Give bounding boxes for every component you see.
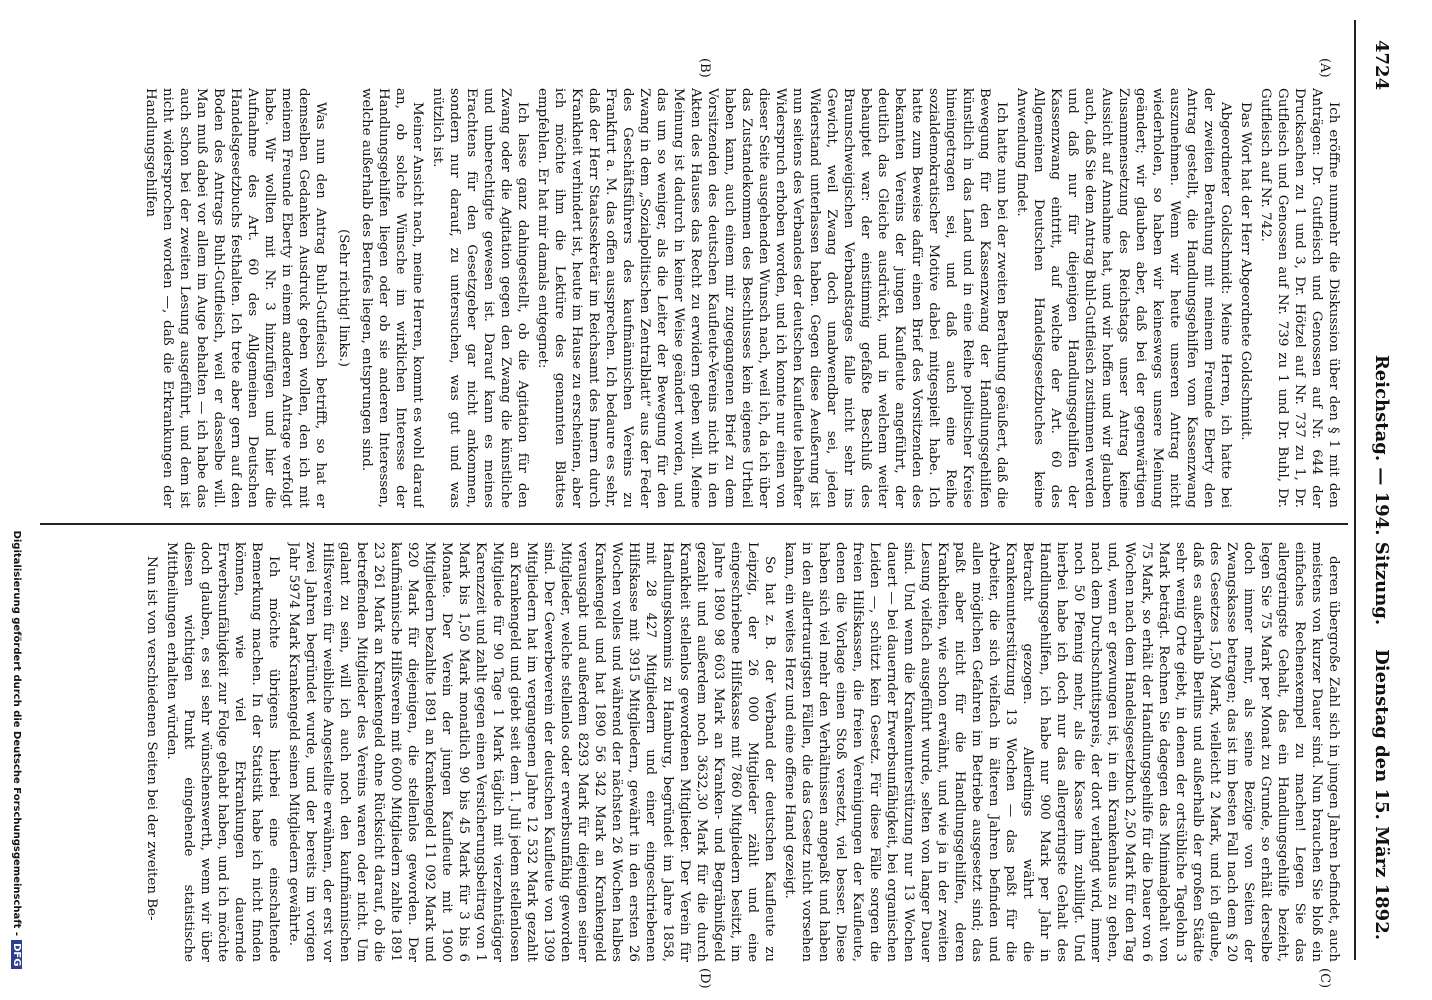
dfg-logo: DFG — [11, 940, 22, 969]
page-header — [1362, 40, 1402, 940]
margin-marker-d: (D) — [697, 968, 712, 989]
paragraph: Abgeordneter Goldschmidt: Meine Herren, ich hatte bei der zweiten Berathung mit meinem Freunde Eberty den Antrag gestellt, die Handlungsgehilfen vom Kassenzwang auszunehmen. Wenn wir heute unseren Antrag nicht wiederholen, so haben wir keineswegs unsere Meinung geändert; wir glauben aber, daß bei der gegenwärtigen Zusammensetzung des Reichstags unser Antrag keine Aussicht auf Annahme hat, und wir hoffen und wir glauben auch, daß Sie dem Antrag Buhl-Gutfleisch zustimmen werden und daß nur für diejenigen Handlungsgehilfen der Kassenzwang eintritt, auf welche der Art. 60 des Allgemeinen Deutschen Handelsgesetzbuches keine Anwendung findet. — [1014, 88, 1233, 508]
paragraph: So hat z. B. der Verband der deutschen Kaufleute zu Leipzig, der 26 000 Mitglieder zählt und eine eingeschriebene Hilfskasse mit 7860 Mitgliedern besitzt, im Jahre 1890 98 603 Mark an Kranken- und Begräbnißgeld gezahlt und außerdem noch 3632,30 Mark für die durch Krankheit stellenlos gewordenen Mitglieder. Der Verein für Handlungskommis zu Hamburg, begründet im Jahre 1858, mit 28 427 Mitgliedern und einer eingeschriebenen Hilfskasse mit 3915 Mitgliedern, gewährt in den ersten 26 Wochen volles und während der nächsten 26 Wochen halbes Krankengeld und hat 1890 56 342 Mark an Krankengeld verausgabt und außerdem 8293 Mark für diejenigen seiner Mitglieder, welche stellenlos oder erwerbsunfähig geworden sind. Der Gewerbeverein der deutschen Kaufleute von 1309 Mitgliedern hat im vergangenen Jahre 12 532 Mark gezahlt an Krankengeld und giebt seit dem 1. Juli jedem stellenlosen Mitgliede für 90 Tage 1 Mark täglich mit vierzehntägiger Karenzzeit und zahlt gegen einen Versicherungsbeitrag von 1 Mark bis 1,50 Mark monatlich 90 bis 45 Mark für 3 bis 6 Monate. Der Verein der jungen Kaufleute mit 1900 Mitgliedern bezahlte 1891 an Krankengeld 11 092 Mark und 920 Mark für diejenigen, die stellenlos geworden. Der kaufmännische Hilfsverein mit 6000 Mitgliedern zahlte 1891 23 261 Mark an Krankengeld ohne Rücksicht darauf, ob die betreffenden Mitglieder des Vereins waren oder nicht. Um galant zu sein, will ich auch noch den kaufmännischen Hilfsverein für weibliche Angestellte erwähnen, der erst vor zwei Jahren begründet wurde, und der bereits im vorigen Jahr 5974 Mark Krankengeld seinen Mitgliedern gewährte. — [286, 542, 777, 962]
margin-marker-b: (B) — [697, 58, 712, 78]
paragraph: Ich eröffne nunmehr die Diskussion über den § 1 mit den Anträgen: Dr. Gutfleisch und Genossen auf Nr. 644 der Drucksachen zu 1 und 3, Dr. Hötzel auf Nr. 737 zu 1, Dr. Gutfleisch und Genossen auf Nr. 739 zu 1 und Dr. Buhl, Dr. Gutfleisch auf Nr. 742. — [1258, 88, 1341, 508]
margin-marker-a: (A) — [1317, 58, 1332, 78]
paragraph: Das Wort hat der Herr Abgeordnete Goldschmidt. — [1238, 102, 1253, 441]
digitization-credit — [11, 500, 22, 1000]
right-column — [40, 542, 1342, 962]
margin-marker-c: (C) — [1317, 968, 1332, 989]
credit-text: Digitalisierung gefördert durch die Deutsche Forschungsgemeinschaft - — [11, 530, 22, 937]
column-divider — [40, 523, 1348, 525]
paragraph: Ich lasse ganz dahingestellt, ob die Agitation für den Zwang oder die Agitation gegen den Zwang die künstliche und unberechtigte gewesen ist. Darauf kann es meines Erachtens für den Gesetzgeber gar nicht ankommen, sondern nur darauf, zu untersuchen, was gut und was nützlich ist. — [430, 88, 530, 508]
paragraph: Nun ist von verschiedenen Seiten bei der zweiten Be- — [144, 556, 159, 921]
header-rule — [1355, 20, 1357, 960]
session-title: Reichstag. — 194. Sitzung. — [1371, 354, 1392, 626]
paragraph: Was nun den Antrag Buhl-Gutfleisch betrifft, so hat er demselben Gedanken Ausdruck geben wollen, den ich mit meinem Freunde Eberty in einem anderen Antrage verfolgt habe. Wir wollten mit Nr. 3 hinzufügen und hier die Aufnahme des Art. 60 des Allgemeinen Deutschen Handelsgesetzbuchs festhalten. Ich trete aber gern auf den Boden des Antrags Buhl-Gutfleisch, weil er dasselbe will. Man muß dabei vor allem im Auge behalten — ich habe das auch schon bei der zweiten Lesung ausgeführt, und dem ist nicht widersprochen worden —, daß die Erkrankungen der Handlungsgehilfen — [143, 88, 328, 508]
session-date: Dienstag den 15. März 1892. — [1371, 649, 1392, 940]
paragraph: Meiner Ansicht nach, meine Herren, kommt es wohl darauf an, ob solche Wünsche im wirklichen Interesse der Handlungsgehilfen liegen oder ob sie anderen Interessen, welche außerhalb des Berufes liegen, entsprungen sind. — [359, 88, 425, 508]
paragraph: Ich hatte nun bei der zweiten Berathung geäußert, daß die Bewegung für den Kassenzwang der Handlungsgehilfen künstlich in das Land und in eine Reihe politischer Kreise hineingetragen sei, und daß auch eine Reihe sozialdemokratischer Motive dabei mitgespielt habe. Ich hatte zum Beweise dafür einen Brief des Vorsitzenden des bekannten Vereins der jungen Kaufleute angeführt, der deutlich das Gleiche ausdrückt, und in welchem weiter behauptet war: der einstimmig gefaßte Beschluß des Braunschweigischen Verbandstages falle nicht sehr ins Gewicht, weil Zwang doch unabwendbar sei, jeden Widerstand unterlassen haben. Gegen diese Aeußerung ist nun seitens des Verbandes der deutschen Kaufleute lebhafter Widerspruch erhoben worden, und ich konnte nur einen von dieser Seite ausgehenden Wunsch nach, weil ich, da ich über das Zustandekommen des Beschlusses kein eigenes Urtheil haben kann, auch einem mir zugegangenen Brief zu dem Vorsitzenden des deutschen Kaufleute-Vereins nicht in den Akten des Hauses das Recht zu erwidern geben will. Meine Meinung ist dadurch in keiner Weise geändert worden, und das um so weniger, als die Leiter der Bewegung für den Zwang in dem „Sozialpolitischen Zentralblatt“ aus der Feder des Geschäftsführers des kaufmännischen Vereins zu Frankfurt a. M. das offen aussprechen. Ich bedaure es sehr, daß der Herr Staatssekretär im Reichsamt des Innern durch Krankheit verhindert ist, heute im Hause zu erscheinen, aber ich möchte ihm die Lektüre des genannten Blattes empfehlen. Er hat mir damals entgegnet: — [535, 88, 1009, 508]
interjection: (Sehr richtig! links.) — [336, 229, 351, 367]
paragraph: Ich möchte übrigens hierbei eine einschaltende Bemerkung machen. In der Statistik habe ich nicht finden können, wie viel Erkrankungen dauernde Erwerbsunfähigkeit zur Folge gehabt haben, und ich möchte doch glauben, es sei sehr wünschenswerth, wenn wir über diesen wichtigen Punkt eingehende statistische Mittheilungen erhalten würden. — [164, 542, 281, 962]
left-column — [40, 88, 1342, 508]
paragraph: deren übergroße Zahl sich in jungen Jahren befindet, auch meistens von kurzer Dauer sind. Nun brauchen Sie bloß ein einfaches Rechenexempel zu machen! Legen Sie das allergeringste Gehalt, das ein Handlungsgehilfe bezieht, legen Sie 75 Mark per Monat zu Grunde, so erhält derselbe doch immer mehr, als seine Bezüge von Seiten der Zwangskasse betragen; das ist im besten Fall nach dem § 20 des Gesetzes 1,50 Mark, vielleicht 2 Mark, und ich glaube, daß es außerhalb Berlins und außerhalb der großen Städte sehr wenig Orte giebt, in denen der ortsübliche Tagelohn 3 Mark beträgt. Rechnen Sie dagegen das Minimalgehalt von 75 Mark, so erhält der Handlungsgehilfe für die Dauer von 6 Wochen nach dem Handelsgesetzbuch 2,50 Mark für den Tag und, wenn er gezwungen ist, in ein Krankenhaus zu gehen, nach dem Durchschnittspreis, der dort verlangt wird, immer noch 50 Pfennig mehr, als die Kasse ihm zubilligt. Und hierbei habe ich doch nur das allergeringste Gehalt des Handlungsgehilfen, ich habe nur 900 Mark per Jahr in Betracht gezogen. Allerdings währt die Krankenunterstützung 13 Wochen — das paßt für die Arbeiter, die sich vielfach in älteren Jahren befinden und allen möglichen Gefahren im Betriebe ausgesetzt sind; das paßt aber nicht für die Handlungsgehilfen, deren Krankheiten, wie schon erwähnt, und wie ja in der zweiten Lesung vielfach ausgeführt wurde, selten von langer Dauer sind. Und wenn die Krankenunterstützung nur 13 Wochen dauert — bei dauernder Erwerbsunfähigkeit, bei organischen Leiden —, schützt kein Gesetz. Für diese Fälle sorgen die freien Hilfskassen, die freien Vereinigungen der Kaufleute, denen die Vorlage einen Stoß versetzt, viel besser. Diese haben sich viel mehr den Verhältnissen angepaßt und haben in den allertraurigsten Fällen, die das Gesetz nicht vorsehen kann, ein weites Herz und eine offene Hand gezeigt. — [782, 542, 1341, 962]
page-number: 4724 — [1371, 40, 1392, 91]
